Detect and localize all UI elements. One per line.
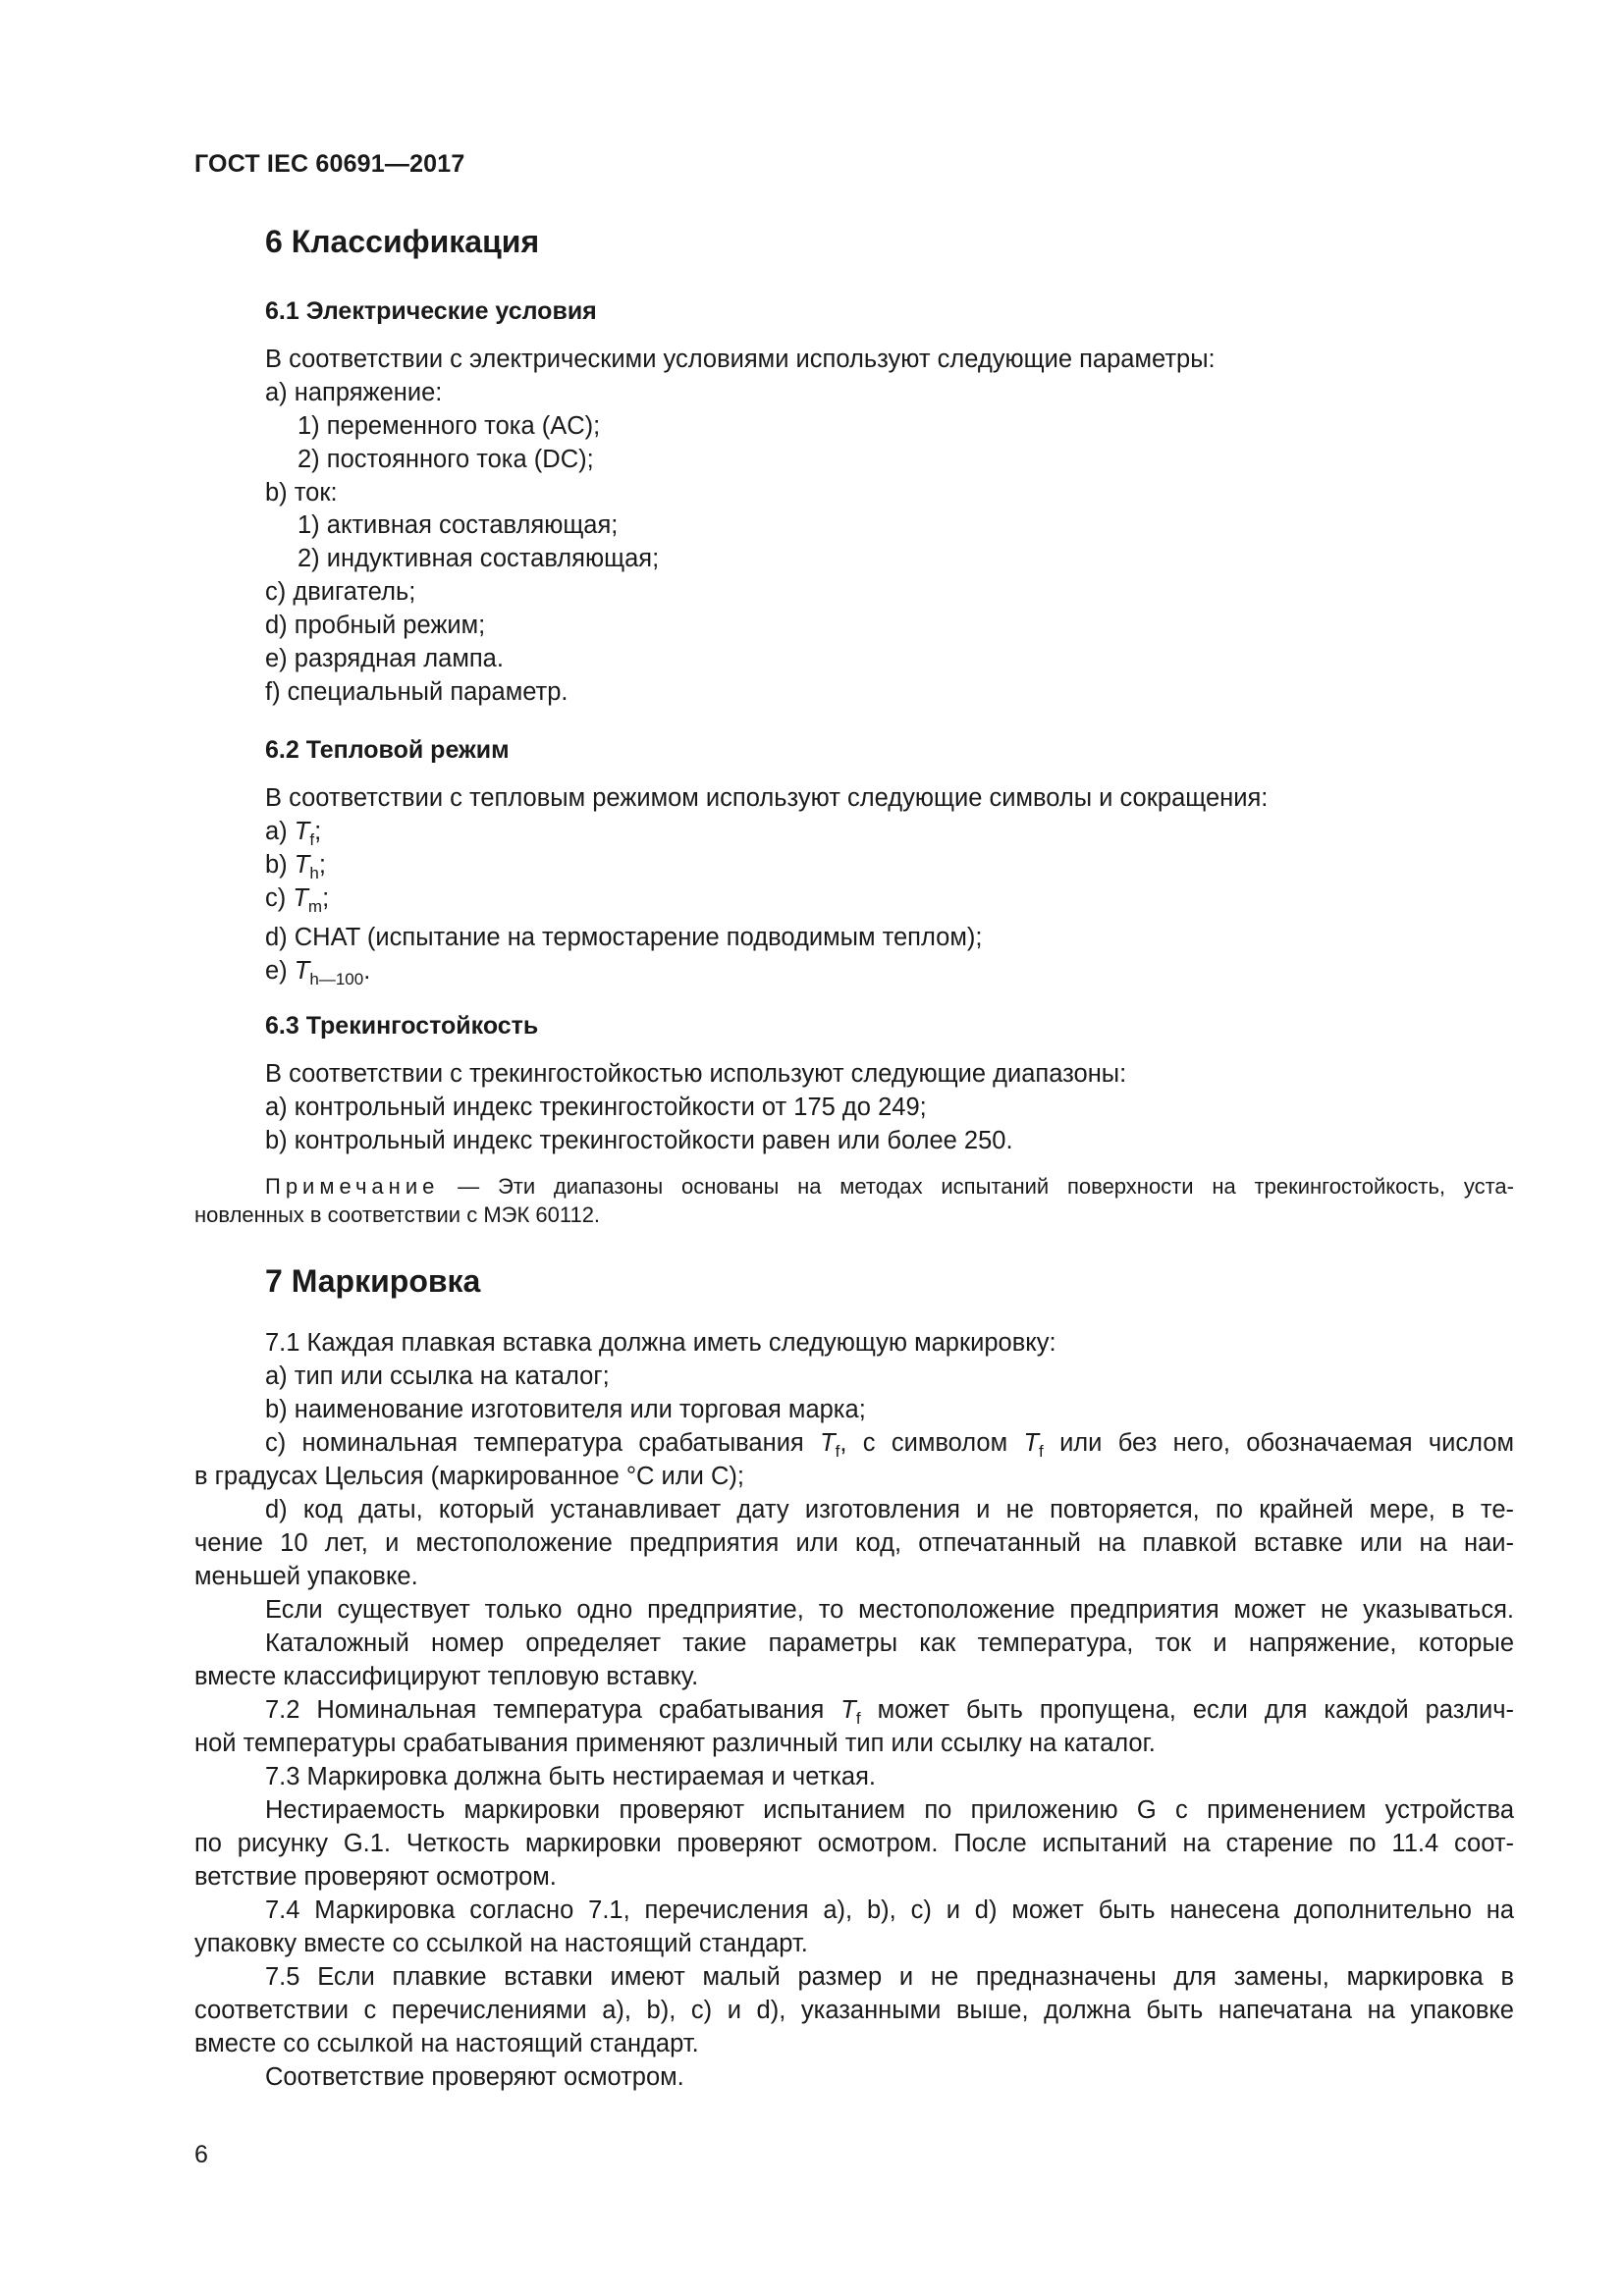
note-text: — Эти диапазоны основаны на методах испытаний поверхности на трекингостойкость, уста- <box>439 1174 1514 1199</box>
s61-intro: В соответствии с электрическими условиями используют следующие параметры: <box>265 346 1216 373</box>
s63-item-a: a) контрольный индекс трекингостойкости от 175 до 249; <box>265 1094 927 1121</box>
s61-item-b1: 1) активная составляющая; <box>298 511 619 539</box>
p71c-text3: или без него, обозначаемая числом <box>1059 1429 1514 1457</box>
s62-b-symbol: T <box>294 851 310 879</box>
s61-item-b2: 2) индуктивная составляющая; <box>298 545 660 572</box>
p71c-sym2: T <box>1023 1429 1040 1457</box>
p71: 7.1 Каждая плавкая вставка должна иметь следующую маркировку: <box>265 1329 1056 1357</box>
p71-c-line2: в градусах Цельсия (маркированное °С или С); <box>194 1463 745 1490</box>
p75-line1: 7.5 Если плавкие вставки имеют малый размер и не предназначены для замены, маркировка в <box>265 1963 1514 1991</box>
s62-e-symbol: T <box>294 957 310 985</box>
s62-c-end: ; <box>322 884 330 912</box>
s62-a-prefix: a) <box>265 818 288 845</box>
s63-item-b: b) контрольный индекс трекингостойкости равен или более 250. <box>265 1127 1013 1154</box>
p71-e: Если существует только одно предприятие, то местоположение предприятия может не указываться. <box>265 1596 1514 1624</box>
p72-text2: может быть пропущена, если для каждой различ- <box>877 1696 1515 1724</box>
s62-b-prefix: b) <box>265 851 288 879</box>
s61-item-b: b) ток: <box>265 479 338 507</box>
p71-d-line1: d) код даты, который устанавливает дату изготовления и не повторяется, по крайней мере, в те- <box>265 1496 1514 1523</box>
p71c-sub1: f <box>835 1442 840 1461</box>
p72-sub: f <box>855 1709 861 1728</box>
s62-a-sub: f <box>309 830 315 849</box>
s62-e-prefix: e) <box>265 957 288 985</box>
s62-item-e <box>265 957 370 986</box>
s62-item-a <box>265 818 322 849</box>
p74-line1: 7.4 Маркировка согласно 7.1, перечисления a), b), c) и d) может быть нанесена дополнительно на <box>265 1896 1514 1924</box>
s62-item-d: d) CHAT (испытание на термостарение подводимым теплом); <box>265 924 983 951</box>
note-label: Примечание <box>265 1174 440 1199</box>
p72-text1: 7.2 Номинальная температура срабатывания <box>265 1696 825 1724</box>
s62-item-b <box>265 851 326 880</box>
s62-b-end: ; <box>318 851 326 879</box>
p72-line2: ной температуры срабатывания применяют различный тип или ссылку на каталог. <box>194 1730 1156 1757</box>
p71-a: a) тип или ссылка на каталог; <box>265 1362 610 1390</box>
s61-item-d: d) пробный режим; <box>265 612 486 639</box>
p71-d-line3: меньшей упаковке. <box>194 1563 418 1590</box>
s61-item-a1: 1) переменного тока (AC); <box>298 412 601 440</box>
s62-item-c <box>265 884 330 916</box>
s62-c-prefix: c) <box>265 884 287 912</box>
s61-item-f: f) специальный параметр. <box>265 678 568 706</box>
p74-line2: упаковку вместе со ссылкой на настоящий стандарт. <box>194 1930 808 1957</box>
p71-f-line2: вместе классифицируют тепловую вставку. <box>194 1663 699 1690</box>
p73b-line1: Нестираемость маркировки проверяют испытанием по приложению G с применением устройства <box>265 1796 1514 1824</box>
p73b-line2: по рисунку G.1. Четкость маркировки проверяют осмотром. После испытаний на старение по 11.4 соот- <box>194 1830 1514 1857</box>
subsection-6-1-title: 6.1 Электрические условия <box>265 297 597 325</box>
p72-sym: T <box>840 1696 856 1724</box>
subsection-6-2-title: 6.2 Тепловой режим <box>265 736 510 764</box>
s61-item-c: c) двигатель; <box>265 578 416 606</box>
s63-intro: В соответствии с трекингостойкостью используют следующие диапазоны: <box>265 1060 1127 1088</box>
p71c-sym1: T <box>820 1429 836 1457</box>
s61-item-a: a) напряжение: <box>265 379 443 406</box>
s62-e-end: . <box>363 957 371 985</box>
p73b-line3: ветствие проверяют осмотром. <box>194 1863 557 1891</box>
p75-line3: вместе со ссылкой на настоящий стандарт. <box>194 2030 699 2057</box>
section-6-title: 6 Классификация <box>265 224 540 259</box>
s62-a-symbol: T <box>294 818 310 845</box>
s62-a-end: ; <box>314 818 322 845</box>
s61-item-e: e) разрядная лампа. <box>265 645 504 672</box>
p71-f-line1: Каталожный номер определяет такие параметры как температура, ток и напряжение, которые <box>265 1629 1514 1657</box>
s62-intro: В соответствии с тепловым режимом используют следующие символы и сокращения: <box>265 784 1269 812</box>
p72-line1 <box>265 1696 1515 1728</box>
p71c-sub2: f <box>1039 1442 1044 1461</box>
section-7-title: 7 Маркировка <box>265 1263 481 1299</box>
p71-b: b) наименование изготовителя или торговая марка; <box>265 1396 866 1423</box>
s62-e-sub: h—100 <box>309 970 364 988</box>
s62-c-sub: m <box>307 897 323 916</box>
p71c-text2: , с символом <box>839 1429 1008 1457</box>
s61-item-a2: 2) постоянного тока (DC); <box>298 446 594 473</box>
p71-d-line2: чение 10 лет, и местоположение предприятия или код, отпечатанный на плавкой вставке или на наи- <box>194 1529 1514 1557</box>
s63-note-line1 <box>265 1174 1514 1200</box>
s62-c-symbol: T <box>293 884 308 912</box>
document-header: ГОСТ IEC 60691—2017 <box>194 150 465 178</box>
p71-c-line1 <box>265 1429 1514 1461</box>
p75b: Соответствие проверяют осмотром. <box>265 2063 684 2091</box>
p73: 7.3 Маркировка должна быть нестираемая и четкая. <box>265 1763 876 1790</box>
s62-b-sub: h <box>309 864 319 882</box>
p71c-text1: c) номинальная температура срабатывания <box>265 1429 804 1457</box>
subsection-6-3-title: 6.3 Трекингостойкость <box>265 1012 539 1040</box>
s63-note-line2: новленных в соответствии с МЭК 60112. <box>194 1202 601 1227</box>
p75-line2: соответствии с перечислениями a), b), c) и d), указанными выше, должна быть напечатана на упаковке <box>194 1997 1514 2024</box>
page-number: 6 <box>194 2141 208 2168</box>
